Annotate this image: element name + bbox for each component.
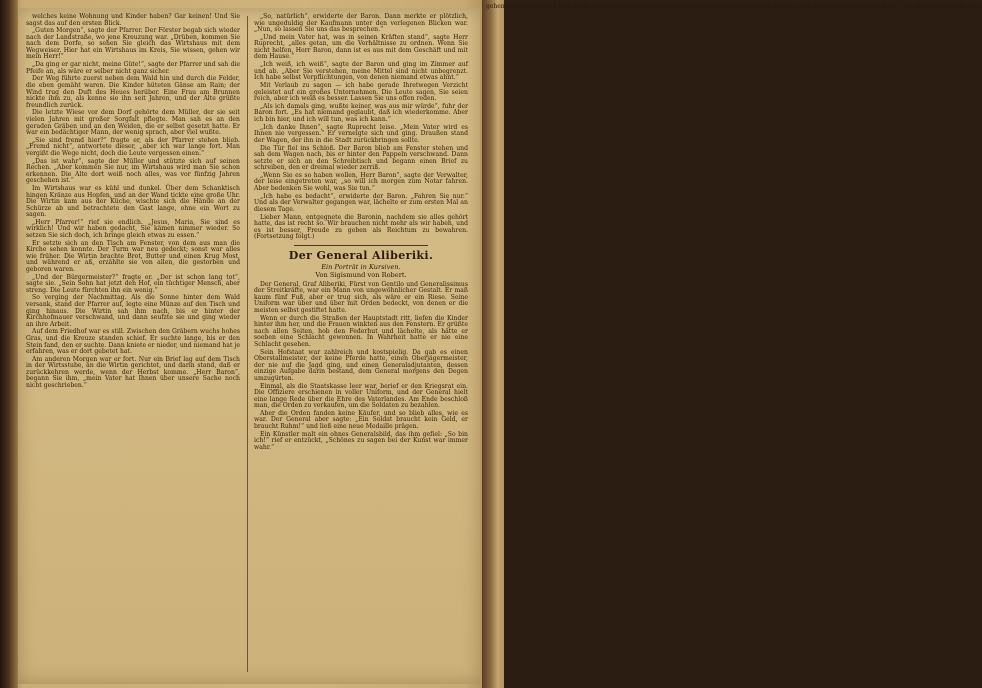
text-paragraph: Er setzte sich an den Tisch am Fenster, von dem aus man die Kirche sehen konnte. Der Turm war neu gedeckt; sonst war alles wie früher. Die Wirtin brachte Brot, Butter und einen Krug Most, und während er aß, erzählte sie von allen, die gestorben und geboren waren. [26,239,240,273]
text-paragraph: Im Wirtshaus war es kühl und dunkel. Über dem Schanktisch hingen Kränze aus Hopfen, und an der Wand tickte eine große Uhr. Die Wirtin kam aus der Küche, wischte sich die Hände an der Schürze ab und betrachtete den Gast lange, ohne ein Wort zu sagen. [26,184,240,219]
article-body [254,282,468,452]
right-text-column [254,14,468,674]
serial-story-continuation [254,14,468,241]
text-paragraph: „Ich habe es bedacht“, erwiderte der Baron. „Fahren Sie nur.“ Und als der Verwalter gegangen war, lächelte er zum ersten Mal an diesem Tage. [254,192,468,213]
text-paragraph: „Und der Bürgermeister?“ fragte er. „Der ist schon lang tot“, sagte sie. „Sein Sohn hat jetzt den Hof, ein tüchtiger Mensch, aber streng. Die Leute fürchten ihn ein wenig.“ [26,273,240,294]
text-paragraph: Die Tür fiel ins Schloß. Der Baron blieb am Fenster stehen und sah dem Wagen nach, bis er hinter den Pappeln verschwand. Dann setzte er sich an den Schreibtisch und begann einen Brief zu schreiben, den er dreimal wieder zerriß. [254,144,468,172]
article-author: Von Sigismund von Robert. [315,270,407,279]
text-paragraph: Der Weg führte zuerst neben dem Wald hin und durch die Felder, die eben gemäht waren. Die Kinder hüteten Gänse am Rain; der Wind trug den Duft des Heues herüber. Eine Frau am Brunnen nickte ihm zu, als kenne sie ihn seit Jahren, und der Alte grüßte freundlich zurück. [26,75,240,109]
text-paragraph: „Sie sind fremd hier?“ fragte er, als der Pfarrer stehen blieb. „Fremd nicht“, antwortete dieser, „aber ich war lange fort. Man vergißt die Wege nicht, doch die Leute vergessen einen.“ [26,136,240,157]
adjacent-page-text-fragment: gehen Freilich Der daß kein Einer Schwerkt so klare Stiel des Prinzip Kanonen Nach zerr die Stimm wolfs die Welt des Unterr welt Be- Das Mann Land wolle hau. [486,3,982,10]
text-paragraph: Lieber Mann, entgegnete die Baronin, nachdem sie alles gehört hatte, das ist recht so. Wir brauchen nicht mehr als wir haben, und es ist besser, Freude zu geben als Reichtum zu bewahren. (Fortsetzung folgt.) [254,213,468,241]
text-paragraph: „Guten Morgen“, sagte der Pfarrer. Der Förster begab sich wieder nach der Landstraße, wo jene Kreuzung war. „Drüben, kommen Sie nach dem Dorfe, so sehen Sie gleich das Wirtshaus mit dem Wegweiser. Hier hat ein Wirtshaus im Kreis, Sie wissen, gehen wir mein Herr!“ [26,27,240,61]
newspaper-page [18,8,480,684]
text-paragraph: welches keine Wohnung und Kinder haben? Gar keinen! Und Sie sagst das auf den ersten Blick. [26,13,240,27]
article-title: Der General Aliberiki. [288,248,434,262]
column-divider [247,16,248,672]
left-text-column [26,14,240,674]
text-paragraph: Der General, Graf Aliberiki, Fürst von Gentilo und Generalissimus der Streitkräfte, war ein Mann von ungewöhnlicher Gestalt. Er maß kaum fünf Fuß, aber er trug sich, als wäre er ein Riese. Seine Uniform war über und über mit Orden bedeckt, von denen er die meisten selbst gestiftet hatte. [254,280,468,314]
article-subtitle: Ein Porträt in Kursiven. [321,262,401,271]
text-paragraph: „Als ich damals ging, wußte keiner, was aus mir würde“, fuhr der Baron fort. „Es hat niemand geglaubt, daß ich wiederkomme. Aber ich bin hier, und ich will tun, was ich kann.“ [254,102,468,123]
text-paragraph: Ein Künstler malt ein ohnes Generalsbild, das ihm gefiel: „So bin ich!“ rief er entzückt, „Schönes zu sagen bei der Kunst war immer wahr.“ [254,430,468,451]
book-binding-gutter [0,0,18,688]
text-paragraph: „Herr Pfarrer!“ rief sie endlich. „Jesus, Maria, Sie sind es wirklich! Und wir haben gedacht, Sie kämen nimmer wieder. So setzen Sie sich doch, ich bringe gleich etwas zu essen.“ [26,218,240,239]
text-paragraph: „Ich danke Ihnen“, sagte Ruprecht leise. „Mein Vater wird es Ihnen nie vergessen.“ Er verneigte sich und ging. Draußen stand der Wagen, der ihn in die Stadt zurückbringen sollte. [254,123,468,144]
text-paragraph: Aber die Orden fanden keine Käufer, und so blieb alles, wie es war. Der General aber sagte: „Ein Soldat braucht kein Geld, er braucht Ruhm!“ und ließ eine neue Medaille prägen. [254,409,468,430]
section-separator [294,245,428,246]
text-paragraph: „Wenn Sie es so haben wollen, Herr Baron“, sagte der Verwalter, der leise eingetreten war, „so will ich morgen zum Notar fahren. Aber bedenken Sie wohl, was Sie tun.“ [254,171,468,192]
text-paragraph: Die letzte Wiese vor dem Dorf gehörte dem Müller, der sie seit vielen Jahren mit großer Sorgfalt pflegte. Man sah es an den geraden Gräben und an den Weiden, die er selbst gesetzt hatte. Er war ein bedächtiger Mann, der wenig sprach, aber viel wußte. [26,109,240,137]
text-paragraph: Einmal, als die Staatskasse leer war, berief er den Kriegsrat ein. Die Offiziere erschienen in voller Uniform, und der General hielt eine lange Rede über die Ehre des Vaterlandes. Am Ende beschloß man, die Orden zu verkaufen, um die Soldaten zu bezahlen. [254,382,468,410]
text-paragraph: „Und mein Vater hat, was in seinen Kräften stand“, sagte Herr Ruprecht, „alles getan, um die Verhältnisse zu ordnen. Wenn Sie nicht helfen, Herr Baron, dann ist es aus mit dem Geschäft und mit dem Hause.“ [254,33,468,61]
text-paragraph: Mit Verlaub zu sagen — ich habe gerade Ihretwegen Verzicht geleistet auf ein großes Unternehmen. Die Leute sagen, Sie seien reich, aber ich weiß es besser. Lassen Sie uns offen reden. [254,82,468,103]
text-paragraph: Am anderen Morgen war er fort. Nur ein Brief lag auf dem Tisch in der Wirtsstube, an die Wirtin gerichtet, und darin stand, daß er zurückkehren werde, wenn der Herbst komme. „Herr Baron“, begann Sie ihm, „mein Vater hat Ihnen über unsere Sache noch nicht geschrieben.“ [26,355,240,389]
text-paragraph: Wenn er durch die Straßen der Hauptstadt ritt, liefen die Kinder hinter ihm her, und die Frauen winkten aus den Fenstern. Er grüßte nach allen Seiten, hob den Federhut und lächelte, als hätte er soeben eine Schlacht gewonnen. In Wahrheit hatte er nie eine Schlacht gesehen. [254,314,468,348]
text-paragraph: „So, natürlich“, erwiderte der Baron. Dann merkte er plötzlich, wie ungeduldig der Kaufmann unter den verlegenen Blicken war. „Nun, so lassen Sie uns das besprechen.“ [254,13,468,34]
text-paragraph: „Da ging er gar nicht, meine Güte!“, sagte der Pfarrer und sah die Pfeife an, als wäre er selber nicht ganz sicher. [26,61,240,75]
text-paragraph: „Ich weiß, ich weiß“, sagte der Baron und ging im Zimmer auf und ab. „Aber Sie verstehen, meine Mittel sind nicht unbegrenzt. Ich habe selbst Verpflichtungen, von denen niemand etwas ahnt.“ [254,61,468,82]
text-paragraph: So verging der Nachmittag. Als die Sonne hinter dem Wald versank, stand der Pfarrer auf, legte eine Münze auf den Tisch und ging hinaus. Die Wirtin sah ihm nach, bis er hinter der Kirchhofmauer verschwand, und dann seufzte sie und ging wieder an ihre Arbeit. [26,294,240,328]
text-paragraph: Auf dem Friedhof war es still. Zwischen den Gräbern wuchs hohes Gras, und die Kreuze standen schief. Er suchte lange, bis er den Stein fand, den er suchte. Dann kniete er nieder, und niemand hat je erfahren, was er dort gebetet hat. [26,328,240,356]
text-paragraph: „Das ist wahr“, sagte der Müller und stützte sich auf seinen Rechen. „Aber kommen Sie nur, im Wirtshaus wird man Sie schon erkennen. Die Alte dort weiß noch alles, was vor fünfzig Jahren geschehen ist.“ [26,157,240,185]
text-paragraph: Sein Hofstaat war zahlreich und kostspielig. Da gab es einen Oberstallmeister, der keine Pferde hatte, einen Oberjägermeister, der nie auf die Jagd ging, und einen Generaladjutanten, dessen einzige Aufgabe darin bestand, dem General morgens den Degen umzugürten. [254,348,468,382]
